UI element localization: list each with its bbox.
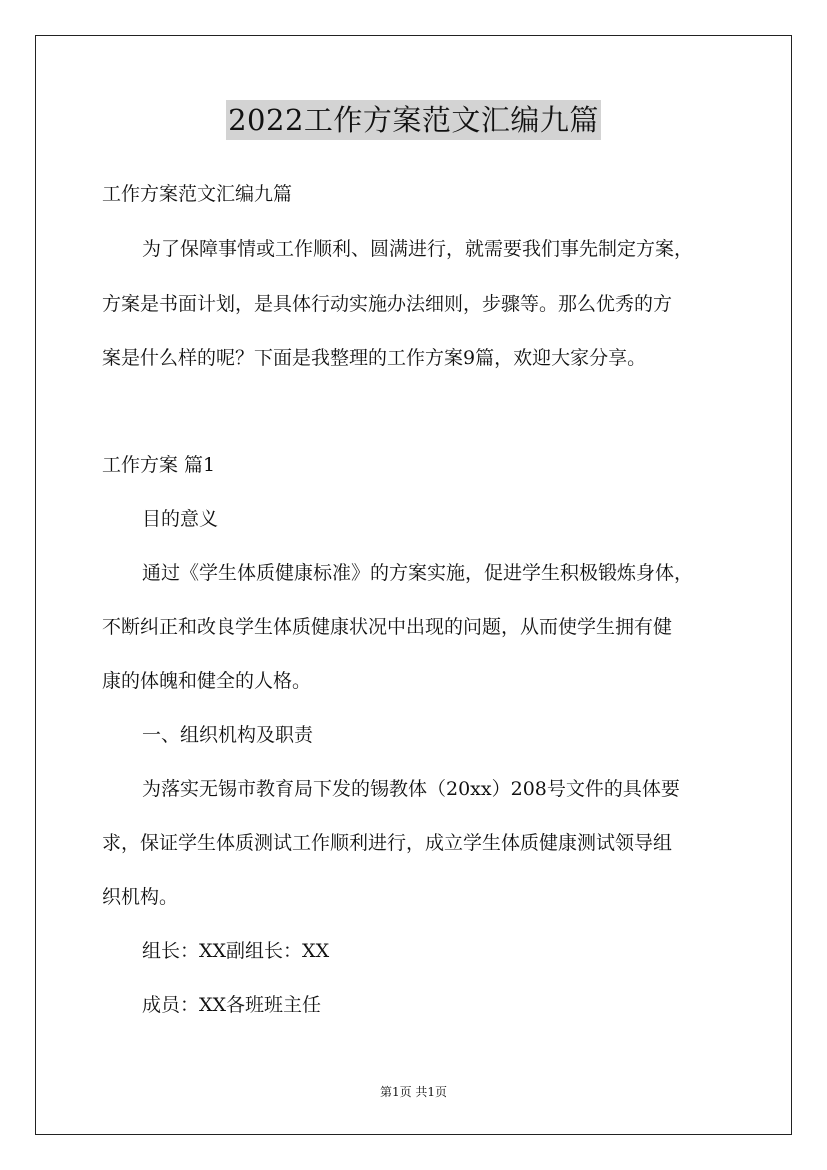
intro-line-1: 为了保障事情或工作顺利、圆满进行，就需要我们事先制定方案，	[142, 238, 694, 260]
document-title: 2022工作方案范文汇编九篇	[226, 100, 601, 140]
org-line-3: 织机构。	[102, 886, 179, 908]
org-line-2: 求，保证学生体质测试工作顺利进行，成立学生体质健康测试领导组	[102, 832, 673, 854]
section-heading: 工作方案 篇1	[102, 454, 216, 476]
title-container	[0, 100, 827, 140]
purpose-line-3: 康的体魄和健全的人格。	[102, 670, 312, 692]
org-heading: 一、组织机构及职责	[142, 724, 314, 746]
intro-line-2: 方案是书面计划，是具体行动实施办法细则，步骤等。那么优秀的方	[102, 293, 673, 315]
leader-line: 组长：XX副组长：XX	[142, 940, 330, 962]
org-line-1: 为落实无锡市教育局下发的锡教体（20xx）208号文件的具体要	[142, 778, 680, 800]
page-footer: 第1页 共1页	[379, 1085, 448, 1099]
purpose-heading: 目的意义	[142, 508, 219, 530]
purpose-line-2: 不断纠正和改良学生体质健康状况中出现的问题，从而使学生拥有健	[102, 616, 673, 638]
member-line: 成员：XX各班班主任	[142, 994, 322, 1016]
document-subtitle: 工作方案范文汇编九篇	[102, 183, 293, 205]
intro-line-3: 案是什么样的呢？下面是我整理的工作方案9篇，欢迎大家分享。	[102, 347, 647, 369]
purpose-line-1: 通过《学生体质健康标准》的方案实施，促进学生积极锻炼身体，	[142, 562, 694, 584]
